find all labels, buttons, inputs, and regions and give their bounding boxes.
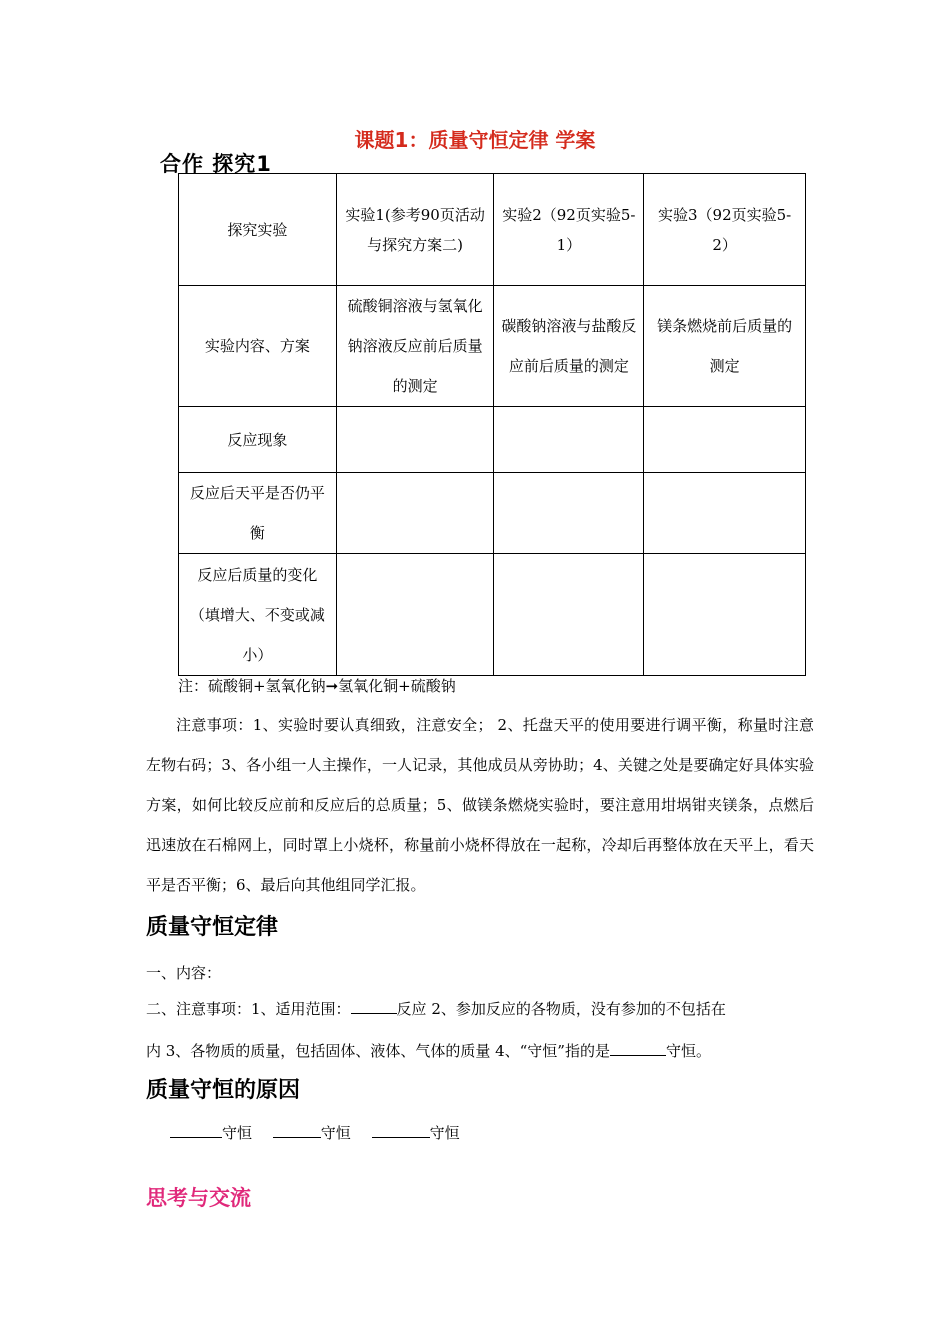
notes-text: 反应 2、参加反应的各物质，没有参加的不包括在 bbox=[396, 1000, 726, 1018]
table-cell: 反应后质量的变化（填增大、不变或减小） bbox=[179, 554, 337, 676]
table-cell bbox=[336, 554, 494, 676]
table-cell: 反应现象 bbox=[179, 407, 337, 473]
reason-heading: 质量守恒的原因 bbox=[146, 1078, 301, 1103]
notes-line-2 bbox=[146, 1040, 711, 1061]
blank-suffix: 守恒 bbox=[429, 1124, 460, 1142]
precautions-paragraph: 注意事项：1、实验时要认真细致，注意安全； 2、托盘天平的使用要进行调平衡，称量时注意左物右码；3、各小组一人主操作，一人记录，其他成员从旁协助；4、关键之处是要确定好具体实验方案，如何比较反应前和反应后的总质量；5、做镁条燃烧实验时，要注意用坩埚钳夹镁条，点燃后迅速放在石棉网上，同时罩上小烧杯，称量前小烧杯得放在一起称，冷却后再整体放在天平上，看天平是否平衡；6、最后向其他组同学汇报。 bbox=[146, 716, 814, 894]
table-cell: 硫酸铜溶液与氢氧化钠溶液反应前后质量的测定 bbox=[336, 286, 494, 407]
table-cell: 反应后天平是否仍平衡 bbox=[179, 473, 337, 554]
table-cell: 探究实验 bbox=[179, 174, 337, 286]
law-heading: 质量守恒定律 bbox=[146, 915, 279, 940]
table-cell: 实验1(参考90页活动与探究方案二) bbox=[336, 174, 494, 286]
table-cell bbox=[494, 554, 644, 676]
table-cell bbox=[644, 407, 806, 473]
table-cell: 碳酸钠溶液与盐酸反应前后质量的测定 bbox=[494, 286, 644, 407]
experiment-table bbox=[178, 173, 806, 676]
table-cell bbox=[494, 407, 644, 473]
notes-text: 内 3、各物质的质量，包括固体、液体、气体的质量 4、“守恒”指的是 bbox=[146, 1042, 610, 1060]
table-cell: 实验内容、方案 bbox=[179, 286, 337, 407]
table-cell: 实验2（92页实验5-1） bbox=[494, 174, 644, 286]
table-cell: 实验3（92页实验5-2） bbox=[644, 174, 806, 286]
table-cell bbox=[644, 473, 806, 554]
blank-suffix: 守恒 bbox=[222, 1124, 253, 1142]
notes-text: 二、注意事项：1、适用范围： bbox=[146, 1000, 351, 1018]
table-cell: 镁条燃烧前后质量的测定 bbox=[644, 286, 806, 407]
table-row bbox=[179, 407, 806, 473]
page-title: 课题1：质量守恒定律 学案 bbox=[354, 128, 596, 152]
reason-blanks bbox=[170, 1122, 460, 1143]
fill-blank bbox=[273, 1123, 321, 1138]
table-cell bbox=[336, 473, 494, 554]
section-label-cooperative-inquiry: 合作 探究1 bbox=[160, 152, 272, 176]
table-cell bbox=[494, 473, 644, 554]
blank-suffix: 守恒 bbox=[320, 1124, 351, 1142]
notes-line-1 bbox=[146, 998, 726, 1019]
table-cell bbox=[336, 407, 494, 473]
table-row bbox=[179, 554, 806, 676]
reaction-note: 注：硫酸铜+氢氧化钠➞氢氧化铜+硫酸钠 bbox=[178, 677, 456, 695]
think-and-discuss-heading: 思考与交流 bbox=[146, 1186, 251, 1210]
table-row bbox=[179, 473, 806, 554]
table-row bbox=[179, 174, 806, 286]
fill-blank bbox=[170, 1123, 222, 1138]
fill-blank bbox=[610, 1041, 666, 1056]
table-cell bbox=[644, 554, 806, 676]
notes-text: 守恒。 bbox=[665, 1042, 711, 1060]
content-line: 一、内容： bbox=[146, 964, 222, 982]
table-row bbox=[179, 286, 806, 407]
fill-blank bbox=[372, 1123, 430, 1138]
fill-blank bbox=[351, 999, 397, 1014]
